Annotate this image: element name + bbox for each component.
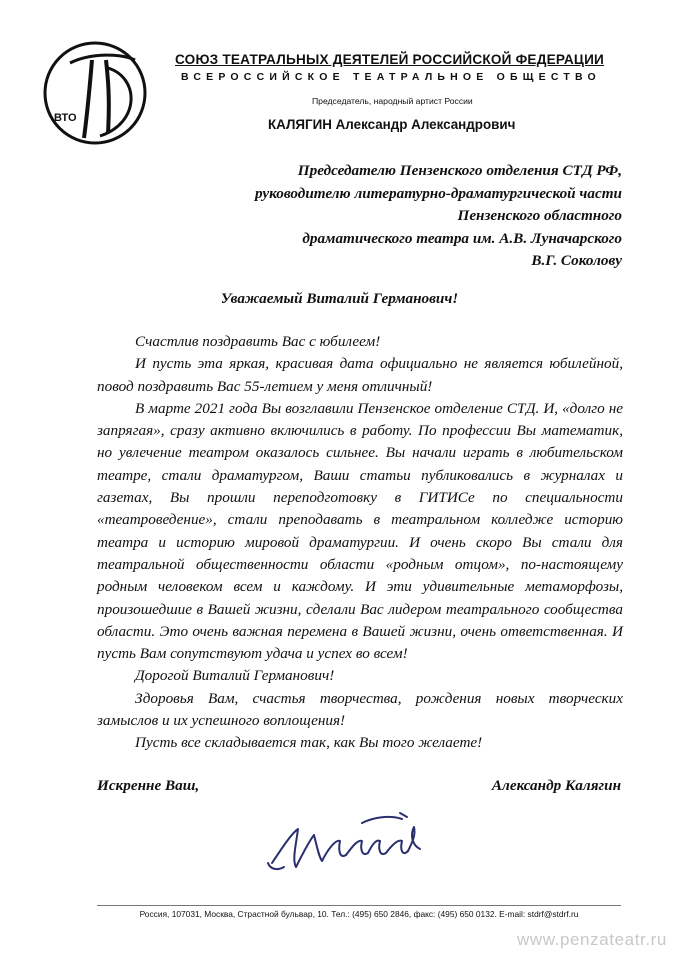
footer-divider	[97, 905, 621, 906]
watermark: www.penzateatr.ru	[516, 930, 667, 949]
paragraph: Счастлив поздравить Вас с юбилеем!	[135, 333, 381, 350]
greeting: Уважаемый Виталий Германович!	[220, 290, 459, 307]
paragraph: Дорогой Виталий Германович!	[135, 667, 335, 685]
addressee-line: драматического театра им. А.В. Луначарского	[302, 229, 622, 247]
addressee-line: Пензенского областного	[457, 207, 622, 224]
addressee-line: В.Г. Соколову	[531, 252, 622, 269]
chair-title: Председатель, народный артист России	[312, 96, 473, 106]
org-name: СОЮЗ ТЕАТРАЛЬНЫХ ДЕЯТЕЛЕЙ РОССИЙСКОЙ ФЕДЕРАЦИИ	[175, 52, 605, 67]
logo-text: ВТО	[54, 112, 77, 124]
letter-body	[97, 331, 623, 755]
footer-contacts: Россия, 107031, Москва, Страстной бульвар, 10. Тел.: (495) 650 2846, факс: (495) 650 0132. E-mail: stdrf@stdrf.ru	[139, 909, 579, 919]
org-subtitle: ВСЕРОССИЙСКОЕ ТЕАТРАЛЬНОЕ ОБЩЕСТВО	[181, 71, 601, 83]
paragraph: Здоровья Вам, счастья творчества, рождения новых творческих замыслов и их успешного воплощения!	[97, 689, 623, 730]
closing-phrase: Искренне Ваш,	[97, 777, 200, 794]
paragraph: Пусть все складывается так, как Вы того желаете!	[135, 734, 483, 752]
handwritten-signature	[262, 805, 432, 885]
chair-name: КАЛЯГИН Александр Александрович	[268, 117, 516, 132]
paragraph: И пусть эта яркая, красивая дата официально не является юбилейной, повод поздравить Вас 55-летием у меня отличный!	[97, 355, 623, 395]
addressee-line: Председателю Пензенского отделения СТД РФ,	[297, 162, 622, 179]
addressee-line: руководителю литературно-драматургической части	[254, 184, 622, 202]
vto-logo	[40, 38, 150, 148]
addressee-block	[182, 160, 622, 273]
paragraph: В марте 2021 года Вы возглавили Пензенское отделение СТД. И, «долго не запрягая», сразу активно включились в работу. По профессии Вы математик, но увлечение театром оказалось сильнее. Вы начали играть в любительском театре, стали драматургом, Ваши статьи публиковались в журналах и газетах, Вы прошли переподготовку в ГИТИСе по специальности «театроведение», стали преподавать в театральном колледже историю театра и историю мировой драматургии. И очень скоро Вы стали для театральной общественности области «родным отцом», по-настоящему родным человеком всем и каждому. И эти удивительные метаморфозы, произошедшие в Вашей жизни, сделали Вас лидером театрального сообщества области. Это очень важная перемена в Вашей жизни, очень ответственная. И пусть Вам сопутствуют удача и успех во всем!	[97, 399, 623, 663]
sender-name: Александр Калягин	[491, 777, 621, 794]
